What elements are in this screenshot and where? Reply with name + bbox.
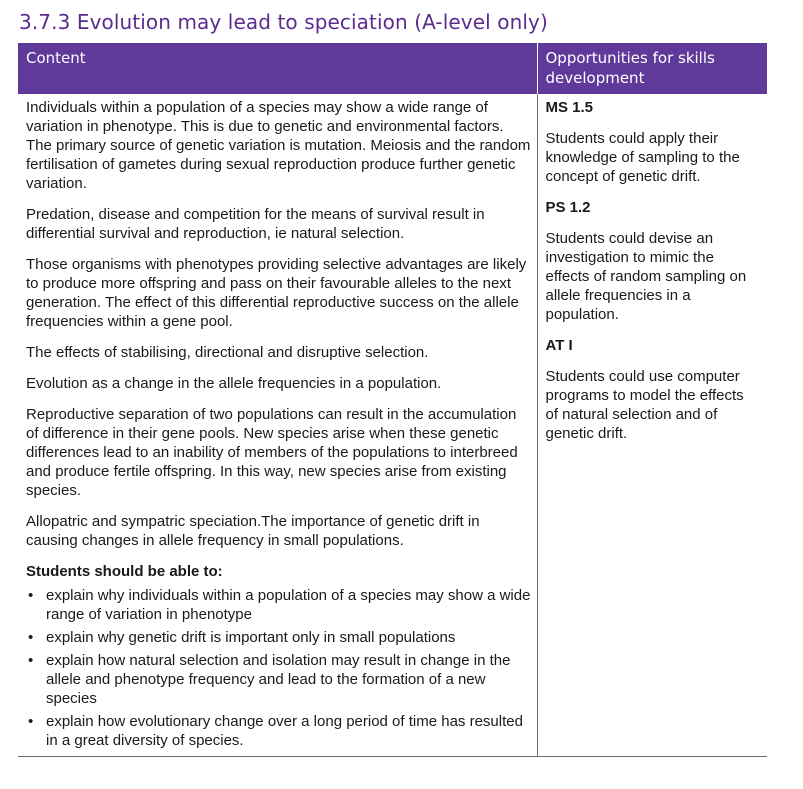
section-title: 3.7.3 Evolution may lead to speciation (A-level only) xyxy=(19,10,548,34)
list-item: • explain how natural selection and isolation may result in change in the allele and phenotype frequency and lead to the formation of a new species xyxy=(26,651,531,708)
students-should-heading: Students should be able to: xyxy=(26,563,223,580)
skill-code: MS 1.5 xyxy=(545,99,594,116)
skill-description: Students could use computer programs to model the effects of natural selection and of genetic drift. xyxy=(545,368,744,442)
skill-code: PS 1.2 xyxy=(545,199,591,216)
list-item: • explain why individuals within a population of a species may show a wide range of variation in phenotype xyxy=(26,586,531,624)
objectives-list xyxy=(26,586,531,750)
content-paragraph: Predation, disease and competition for the means of survival result in differential survival and reproduction, ie natural selection. xyxy=(26,206,485,242)
list-item: • explain how evolutionary change over a long period of time has resulted in a great diversity of species. xyxy=(26,712,531,750)
specification-table xyxy=(18,43,767,757)
content-paragraph: Reproductive separation of two populations can result in the accumulation of difference in their gene pools. New species arise when these genetic differences lead to an inability of members of the populations to interbreed and produce fertile offspring. In this way, new species arise from existing species. xyxy=(26,406,518,499)
skills-column-header: Opportunities for skills development xyxy=(537,43,767,94)
content-column-header: Content xyxy=(18,43,537,94)
table-header-row xyxy=(18,43,767,94)
skill-description: Students could apply their knowledge of sampling to the concept of genetic drift. xyxy=(545,130,740,185)
content-cell xyxy=(18,94,537,757)
content-paragraph: Individuals within a population of a species may show a wide range of variation in phenotype. This is due to genetic and environmental factors. The primary source of genetic variation is mutation. Meiosis and the random fertilisation of gametes during sexual reproduction produce further genetic variation. xyxy=(26,99,531,192)
content-paragraph: Evolution as a change in the allele frequencies in a population. xyxy=(26,375,442,392)
skills-cell xyxy=(537,94,767,757)
content-paragraph: Those organisms with phenotypes providing selective advantages are likely to produce more offspring and pass on their favourable alleles to the next generation. The effect of this differential reproductive success on the allele frequencies within a gene pool. xyxy=(26,256,527,330)
content-paragraph: The effects of stabilising, directional and disruptive selection. xyxy=(26,344,429,361)
table-row xyxy=(18,94,767,757)
skill-description: Students could devise an investigation to mimic the effects of random sampling on allele frequencies in a population. xyxy=(545,230,747,323)
list-item: • explain why genetic drift is important only in small populations xyxy=(26,628,531,647)
content-paragraph: Allopatric and sympatric speciation.The importance of genetic drift in causing changes in allele frequency in small populations. xyxy=(26,513,480,549)
skill-code: AT I xyxy=(545,337,573,354)
